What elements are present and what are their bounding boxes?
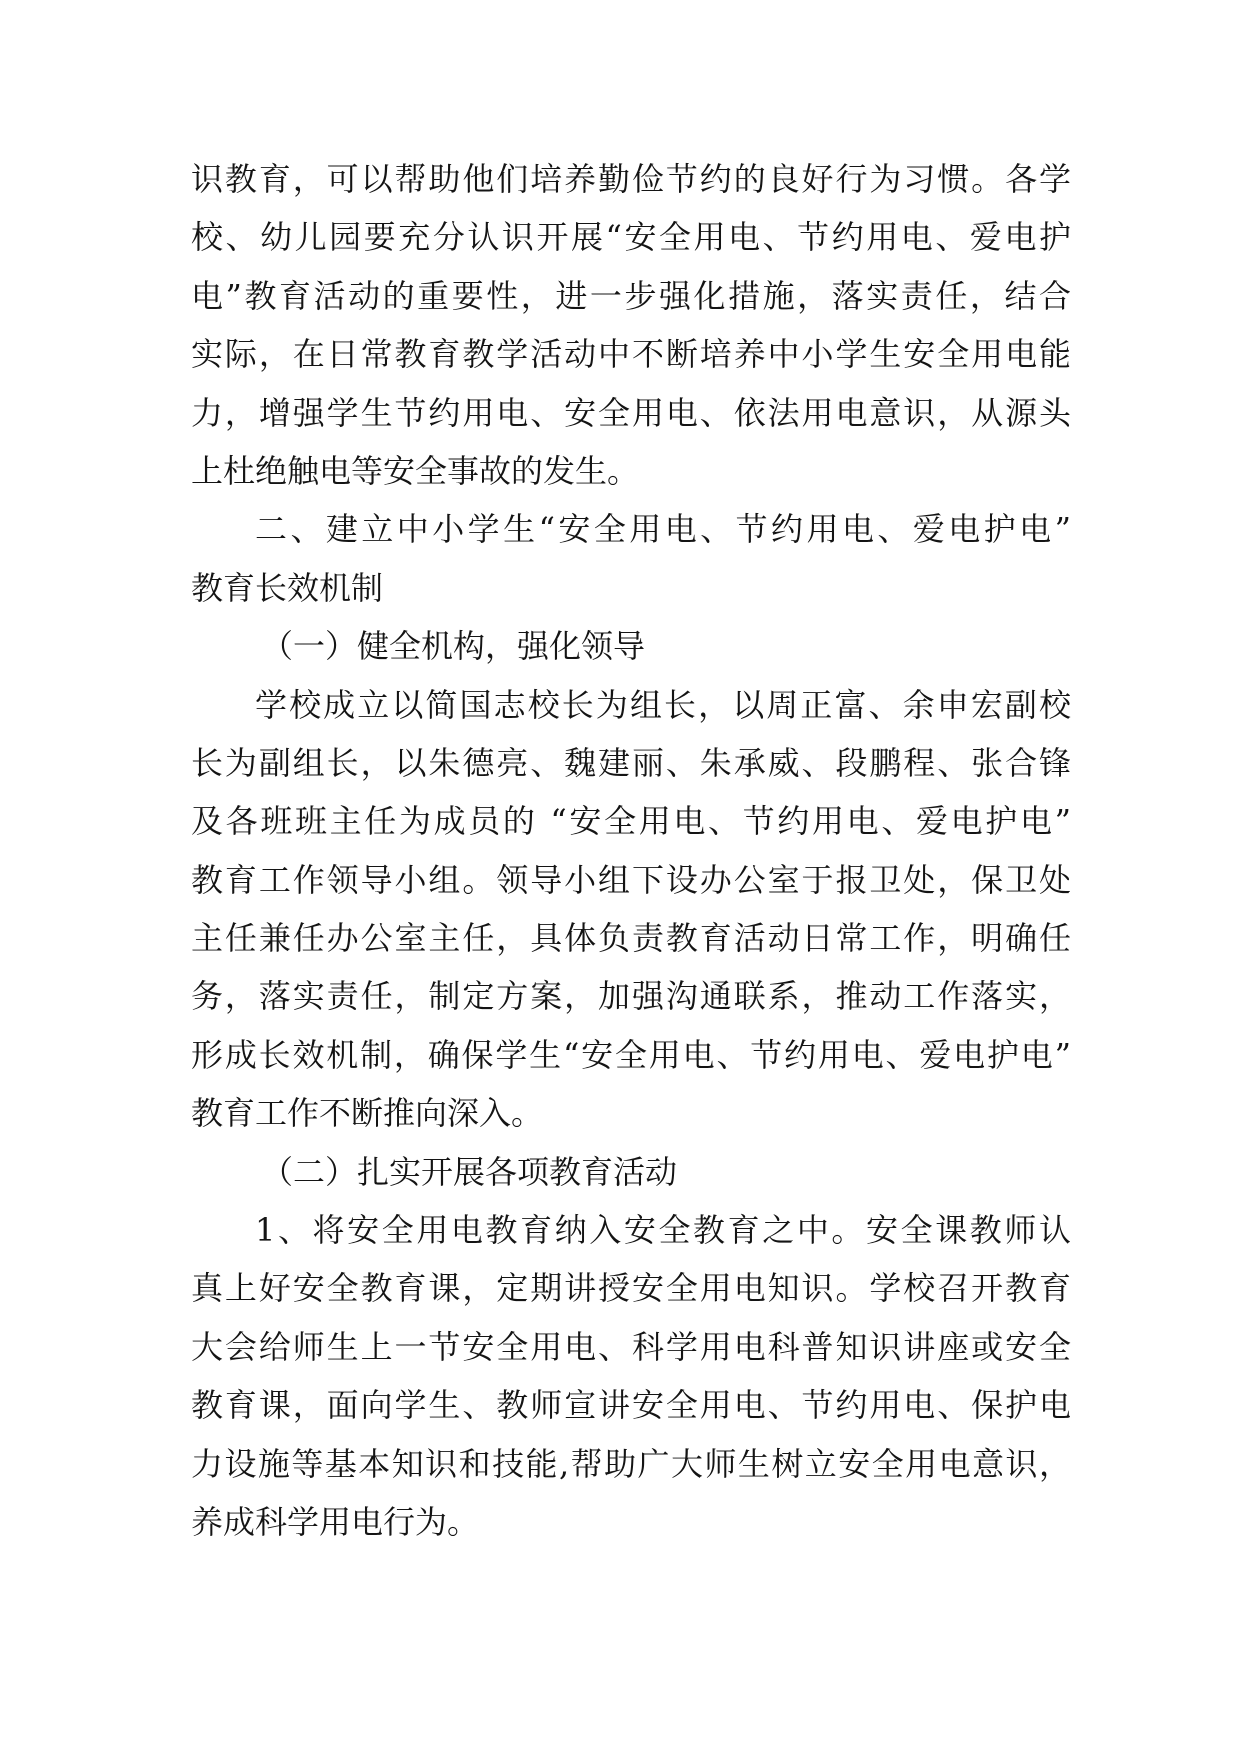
text-line: 教育课，面向学生、教师宣讲安全用电、节约用电、保护电 (191, 1386, 1071, 1425)
text-line: 力，增强学生节约用电、安全用电、依法用电意识，从源头 (191, 393, 1071, 432)
text-line: 真上好安全教育课，定期讲授安全用电知识。学校召开教育 (191, 1269, 1071, 1308)
text-line: 校、幼儿园要充分认识开展“安全用电、节约用电、爱电护 (191, 218, 1071, 257)
text-line: 养成科学用电行为。 (191, 1502, 480, 1541)
subsection-heading: （一）健全机构，强化领导 (261, 627, 646, 666)
section-heading: 教育长效机制 (191, 568, 384, 607)
text-line: 1、将安全用电教育纳入安全教育之中。安全课教师认 (255, 1211, 1071, 1250)
text-line: 学校成立以简国志校长为组长，以周正富、余申宏副校 (255, 685, 1071, 724)
text-line: 及各班班主任为成员的 “安全用电、节约用电、爱电护电” (191, 802, 1071, 841)
section-heading: 二、建立中小学生“安全用电、节约用电、爱电护电” (255, 510, 1071, 549)
text-line: 主任兼任办公室主任，具体负责教育活动日常工作，明确任 (191, 919, 1071, 958)
text-line: 实际，在日常教育教学活动中不断培养中小学生安全用电能 (191, 335, 1071, 374)
text-line: 电”教育活动的重要性，进一步强化措施，落实责任，结合 (191, 276, 1071, 315)
subsection-heading: （二）扎实开展各项教育活动 (261, 1152, 678, 1191)
text-line: 力设施等基本知识和技能,帮助广大师生树立安全用电意识， (191, 1444, 1071, 1483)
text-line: 形成长效机制，确保学生“安全用电、节约用电、爱电护电” (191, 1035, 1071, 1074)
text-line: 识教育，可以帮助他们培养勤俭节约的良好行为习惯。各学 (191, 160, 1071, 198)
text-line: 长为副组长，以朱德亮、魏建丽、朱承威、段鹏程、张合锋 (191, 743, 1071, 782)
text-line: 教育工作领导小组。领导小组下设办公室于报卫处，保卫处 (191, 860, 1071, 899)
text-line: 教育工作不断推向深入。 (191, 1094, 544, 1133)
text-line: 上杜绝触电等安全事故的发生。 (191, 451, 640, 490)
text-line: 大会给师生上一节安全用电、科学用电科普知识讲座或安全 (191, 1327, 1071, 1366)
text-line: 务，落实责任，制定方案，加强沟通联系，推动工作落实， (191, 977, 1071, 1016)
body-text (191, 150, 1071, 1551)
